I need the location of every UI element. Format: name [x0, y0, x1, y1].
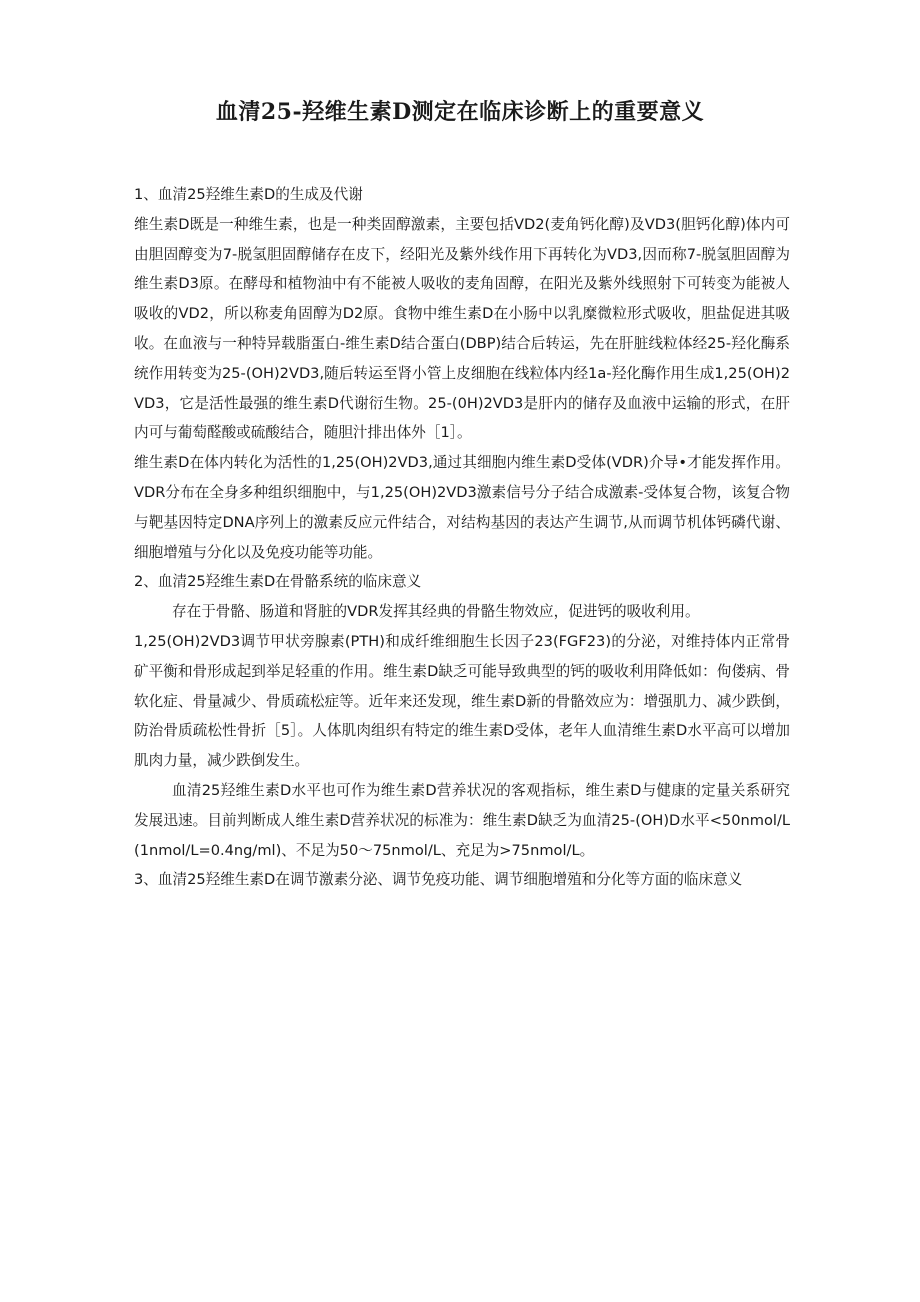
paragraph-vitamin-d-metabolism: 维生素D既是一种维生素，也是一种类固醇激素，主要包括VD2(麦角钙化醇)及VD3(胆钙化醇)体内可由胆固醇变为7-脱氢胆固醇储存在皮下，经阳光及紫外线作用下再转化为VD3,因而称7-脱氢胆固醇为维生素D3原。在酵母和植物油中有不能被人吸收的麦角固醇，在阳光及紫外线照射下可转变为能被人吸收的VD2，所以称麦角固醇为D2原。食物中维生素D在小肠中以乳糜微粒形式吸收，胆盐促进其吸收。在血液与一种特异载脂蛋白-维生素D结合蛋白(DBP)结合后转运，先在肝脏线粒体经25-羟化酶系统作用转变为25-(OH)2VD3,随后转运至肾小管上皮细胞在线粒体内经1a-羟化酶作用生成1,25(OH)2VD3，它是活性最强的维生素D代谢衍生物。25-(0H)2VD3是肝内的储存及血液中运输的形式，在肝内可与葡萄醛酸或硫酸结合，随胆汁排出体外［1］。 — [134, 215, 790, 442]
paragraph-pth-fgf23: 1,25(OH)2VD3调节甲状旁腺素(PTH)和成纤维细胞生长因子23(FGF23)的分泌，对维持体内正常骨矿平衡和骨形成起到举足轻重的作用。维生素D缺乏可能导致典型的钙的吸收利用降低如：佝偻病、骨软化症、骨量减少、骨质疏松症等。近年来还发现，维生素D新的骨骼效应为：增强肌力、减少跌倒，防治骨质疏松性骨折［5］。人体肌肉组织有特定的维生素D受体，老年人血清维生素D水平高可以增加肌肉力量，减少跌倒发生。 — [134, 632, 790, 770]
section-heading-1: 1、血清25羟维生素D的生成及代谢 — [134, 186, 363, 203]
section-heading-3: 3、血清25羟维生素D在调节激素分泌、调节免疫功能、调节细胞增殖和分化等方面的临床意义 — [134, 871, 743, 889]
paragraph-nutrition-status: 血清25羟维生素D水平也可作为维生素D营养状况的客观指标，维生素D与健康的定量关系研究发展迅速。目前判断成人维生素D营养状况的标准为：维生素D缺乏为血清25-(OH)D水平<50nmol/L(1nmol/L=0.4ng/ml)、不足为50～75nmol/L、充足为>75nmol/L。 — [134, 781, 790, 859]
paragraph-vdr-mechanism: 维生素D在体内转化为活性的1,25(OH)2VD3,通过其细胞内维生素D受体(VDR)介导•才能发挥作用。VDR分布在全身多种组织细胞中，与1,25(OH)2VD3激素信号分子结合成激素-受体复合物，该复合物与靶基因特定DNA序列上的激素反应元件结合，对结构基因的表达产生调节,从而调节机体钙磷代谢、细胞增殖与分化以及免疫功能等功能。 — [134, 454, 790, 561]
document-body — [134, 180, 790, 895]
section-heading-2: 2、血清25羟维生素D在骨骼系统的临床意义 — [134, 573, 422, 591]
paragraph-bone-vdr: 存在于骨骼、肠道和肾脏的VDR发挥其经典的骨骼生物效应，促进钙的吸收利用。 — [172, 603, 700, 621]
document-title: 血清25-羟维生素D测定在临床诊断上的重要意义 — [215, 99, 705, 125]
